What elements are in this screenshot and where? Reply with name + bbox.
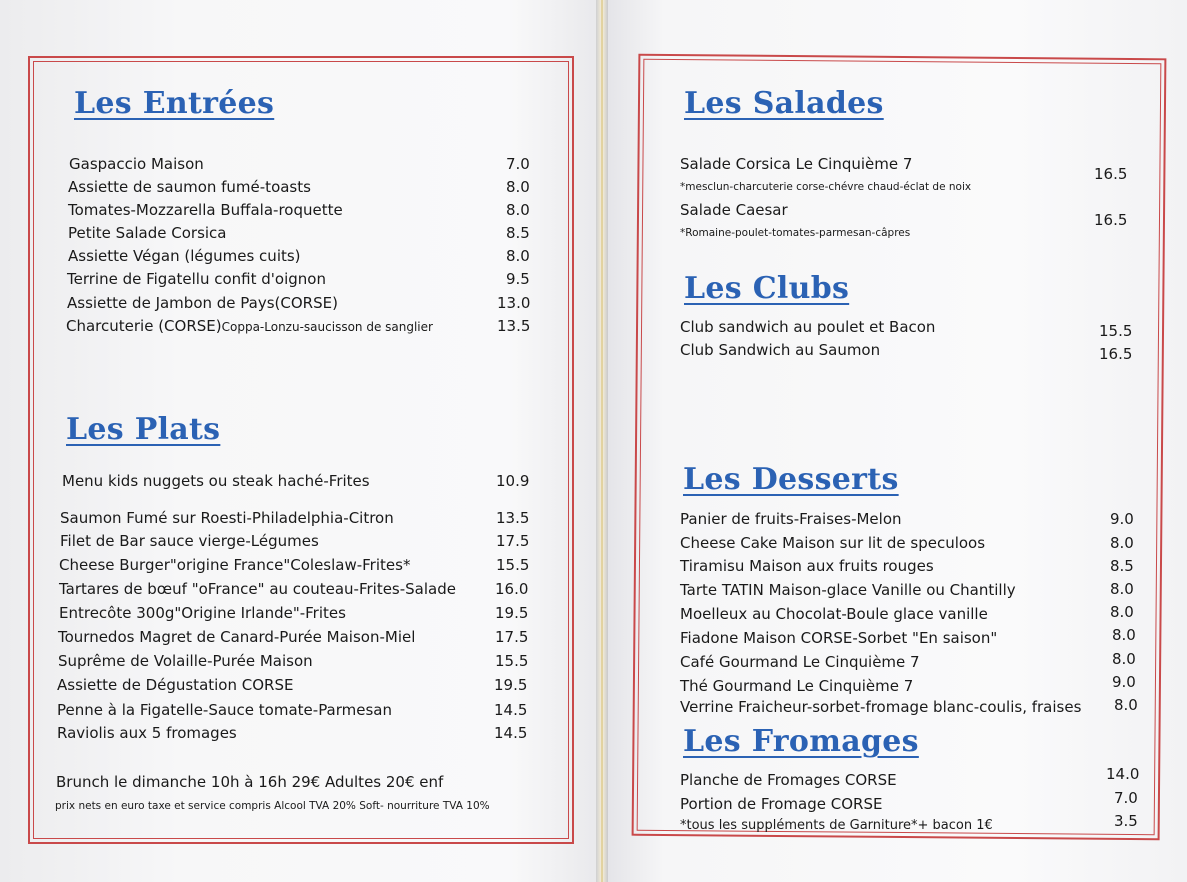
menu-item-price: 8.5: [1110, 557, 1134, 575]
menu-item: Terrine de Figatellu confit d'oignon: [67, 270, 326, 288]
menu-item: Entrecôte 300g"Origine Irlande"-Frites: [59, 604, 346, 622]
clubs-heading: Les Clubs: [684, 271, 850, 306]
menu-item-price: 9.0: [1110, 510, 1134, 528]
menu-item: Tarte TATIN Maison-glace Vanille ou Chantilly: [680, 581, 1016, 599]
garnish-supplement-note: *tous les suppléments de Garniture*+ bacon 1€: [680, 818, 993, 833]
menu-item-price: 14.5: [494, 724, 528, 742]
menu-item: Menu kids nuggets ou steak haché-Frites: [62, 472, 370, 490]
brunch-info: Brunch le dimanche 10h à 16h 29€ Adultes 20€ enf: [56, 773, 444, 791]
menu-item: Suprême de Volaille-Purée Maison: [58, 652, 313, 670]
menu-item-price: 8.0: [1110, 580, 1134, 598]
menu-item-price: 8.0: [1110, 603, 1134, 621]
menu-item: Verrine Fraicheur-sorbet-fromage blanc-coulis, fraises: [680, 698, 1082, 716]
menu-item-detail: *mesclun-charcuterie corse-chévre chaud-éclat de noix: [680, 181, 972, 193]
entrees-heading: Les Entrées: [74, 86, 275, 121]
menu-item: Thé Gourmand Le Cinquième 7: [680, 677, 914, 695]
menu-item: Moelleux au Chocolat-Boule glace vanille: [680, 605, 988, 623]
plats-heading: Les Plats: [66, 412, 221, 447]
menu-item-price: 3.5: [1114, 812, 1138, 830]
menu-item-price: 14.0: [1106, 765, 1140, 783]
menu-item: [66, 317, 433, 335]
menu-item: Raviolis aux 5 fromages: [57, 724, 237, 742]
menu-item: Assiette de saumon fumé-toasts: [68, 178, 311, 196]
menu-item-price: 9.0: [1112, 673, 1136, 691]
menu-item-price: 19.5: [494, 676, 528, 694]
menu-item-price: 13.5: [497, 317, 531, 335]
desserts-heading: Les Desserts: [683, 462, 899, 497]
menu-item-price: 10.9: [496, 472, 530, 490]
menu-item: Assiette de Jambon de Pays(CORSE): [67, 294, 338, 312]
menu-item-price: 7.0: [506, 155, 530, 173]
menu-item: Café Gourmand Le Cinquième 7: [680, 653, 920, 671]
menu-item-price: 16.0: [495, 580, 529, 598]
menu-item: Cheese Cake Maison sur lit de speculoos: [680, 534, 986, 552]
menu-item: Salade Corsica Le Cinquième 7: [680, 155, 913, 173]
menu-item-price: 16.5: [1094, 165, 1128, 183]
menu-item-price: 13.5: [496, 509, 530, 527]
menu-item: Cheese Burger"origine France"Coleslaw-Frites*: [59, 556, 411, 574]
menu-item-price: 8.0: [1112, 650, 1136, 668]
fromages-heading: Les Fromages: [683, 724, 919, 759]
menu-item: Fiadone Maison CORSE-Sorbet "En saison": [680, 629, 998, 647]
menu-item: Tartares de bœuf "oFrance" au couteau-Frites-Salade: [59, 580, 456, 598]
menu-item: Tiramisu Maison aux fruits rouges: [680, 557, 934, 575]
menu-item-price: 19.5: [495, 604, 529, 622]
menu-item: Assiette de Dégustation CORSE: [57, 676, 294, 694]
menu-item-price: 14.5: [494, 701, 528, 719]
menu-item-price: 8.0: [1112, 626, 1136, 644]
menu-item-price: 8.0: [1110, 534, 1134, 552]
menu-item-price: 13.0: [497, 294, 531, 312]
tax-footnote: prix nets en euro taxe et service compris Alcool TVA 20% Soft- nourriture TVA 10%: [55, 800, 490, 812]
menu-item-price: 17.5: [496, 532, 530, 550]
menu-item-price: 8.5: [506, 224, 530, 242]
menu-item: Assiette Végan (légumes cuits): [68, 247, 301, 265]
menu-item: Planche de Fromages CORSE: [680, 771, 897, 789]
menu-item: Portion de Fromage CORSE: [680, 795, 883, 813]
menu-item-price: 8.0: [1114, 696, 1138, 714]
salades-heading: Les Salades: [684, 86, 884, 121]
menu-item-price: 7.0: [1114, 789, 1138, 807]
menu-item: Tournedos Magret de Canard-Purée Maison-Miel: [58, 628, 416, 646]
menu-spine: [596, 0, 608, 882]
menu-item: Penne à la Figatelle-Sauce tomate-Parmesan: [57, 701, 393, 719]
menu-item-price: 16.5: [1099, 345, 1133, 363]
menu-item: Filet de Bar sauce vierge-Légumes: [60, 532, 319, 550]
menu-item-price: 9.5: [506, 270, 530, 288]
menu-item: Petite Salade Corsica: [68, 224, 227, 242]
menu-item-detail: Coppa-Lonzu-saucisson de sanglier: [221, 320, 433, 334]
menu-item: Saumon Fumé sur Roesti-Philadelphia-Citron: [60, 509, 394, 527]
menu-item: Gaspaccio Maison: [69, 155, 204, 173]
menu-item: Salade Caesar: [680, 201, 788, 219]
menu-item-price: 15.5: [496, 556, 530, 574]
menu-item-price: 16.5: [1094, 211, 1128, 229]
menu-item-price: 8.0: [506, 247, 530, 265]
menu-item: Panier de fruits-Fraises-Melon: [680, 510, 902, 528]
menu-item: Tomates-Mozzarella Buffala-roquette: [68, 201, 343, 219]
menu-item-price: 15.5: [1099, 322, 1133, 340]
menu-item-price: 17.5: [495, 628, 529, 646]
menu-item: Club Sandwich au Saumon: [680, 341, 881, 359]
menu-item-name: Charcuterie (CORSE): [66, 317, 222, 335]
menu-item: Club sandwich au poulet et Bacon: [680, 318, 936, 336]
menu-item-detail: *Romaine-poulet-tomates-parmesan-câpres: [680, 227, 911, 239]
menu-item-price: 8.0: [506, 178, 530, 196]
menu-item-price: 8.0: [506, 201, 530, 219]
menu-item-price: 15.5: [495, 652, 529, 670]
